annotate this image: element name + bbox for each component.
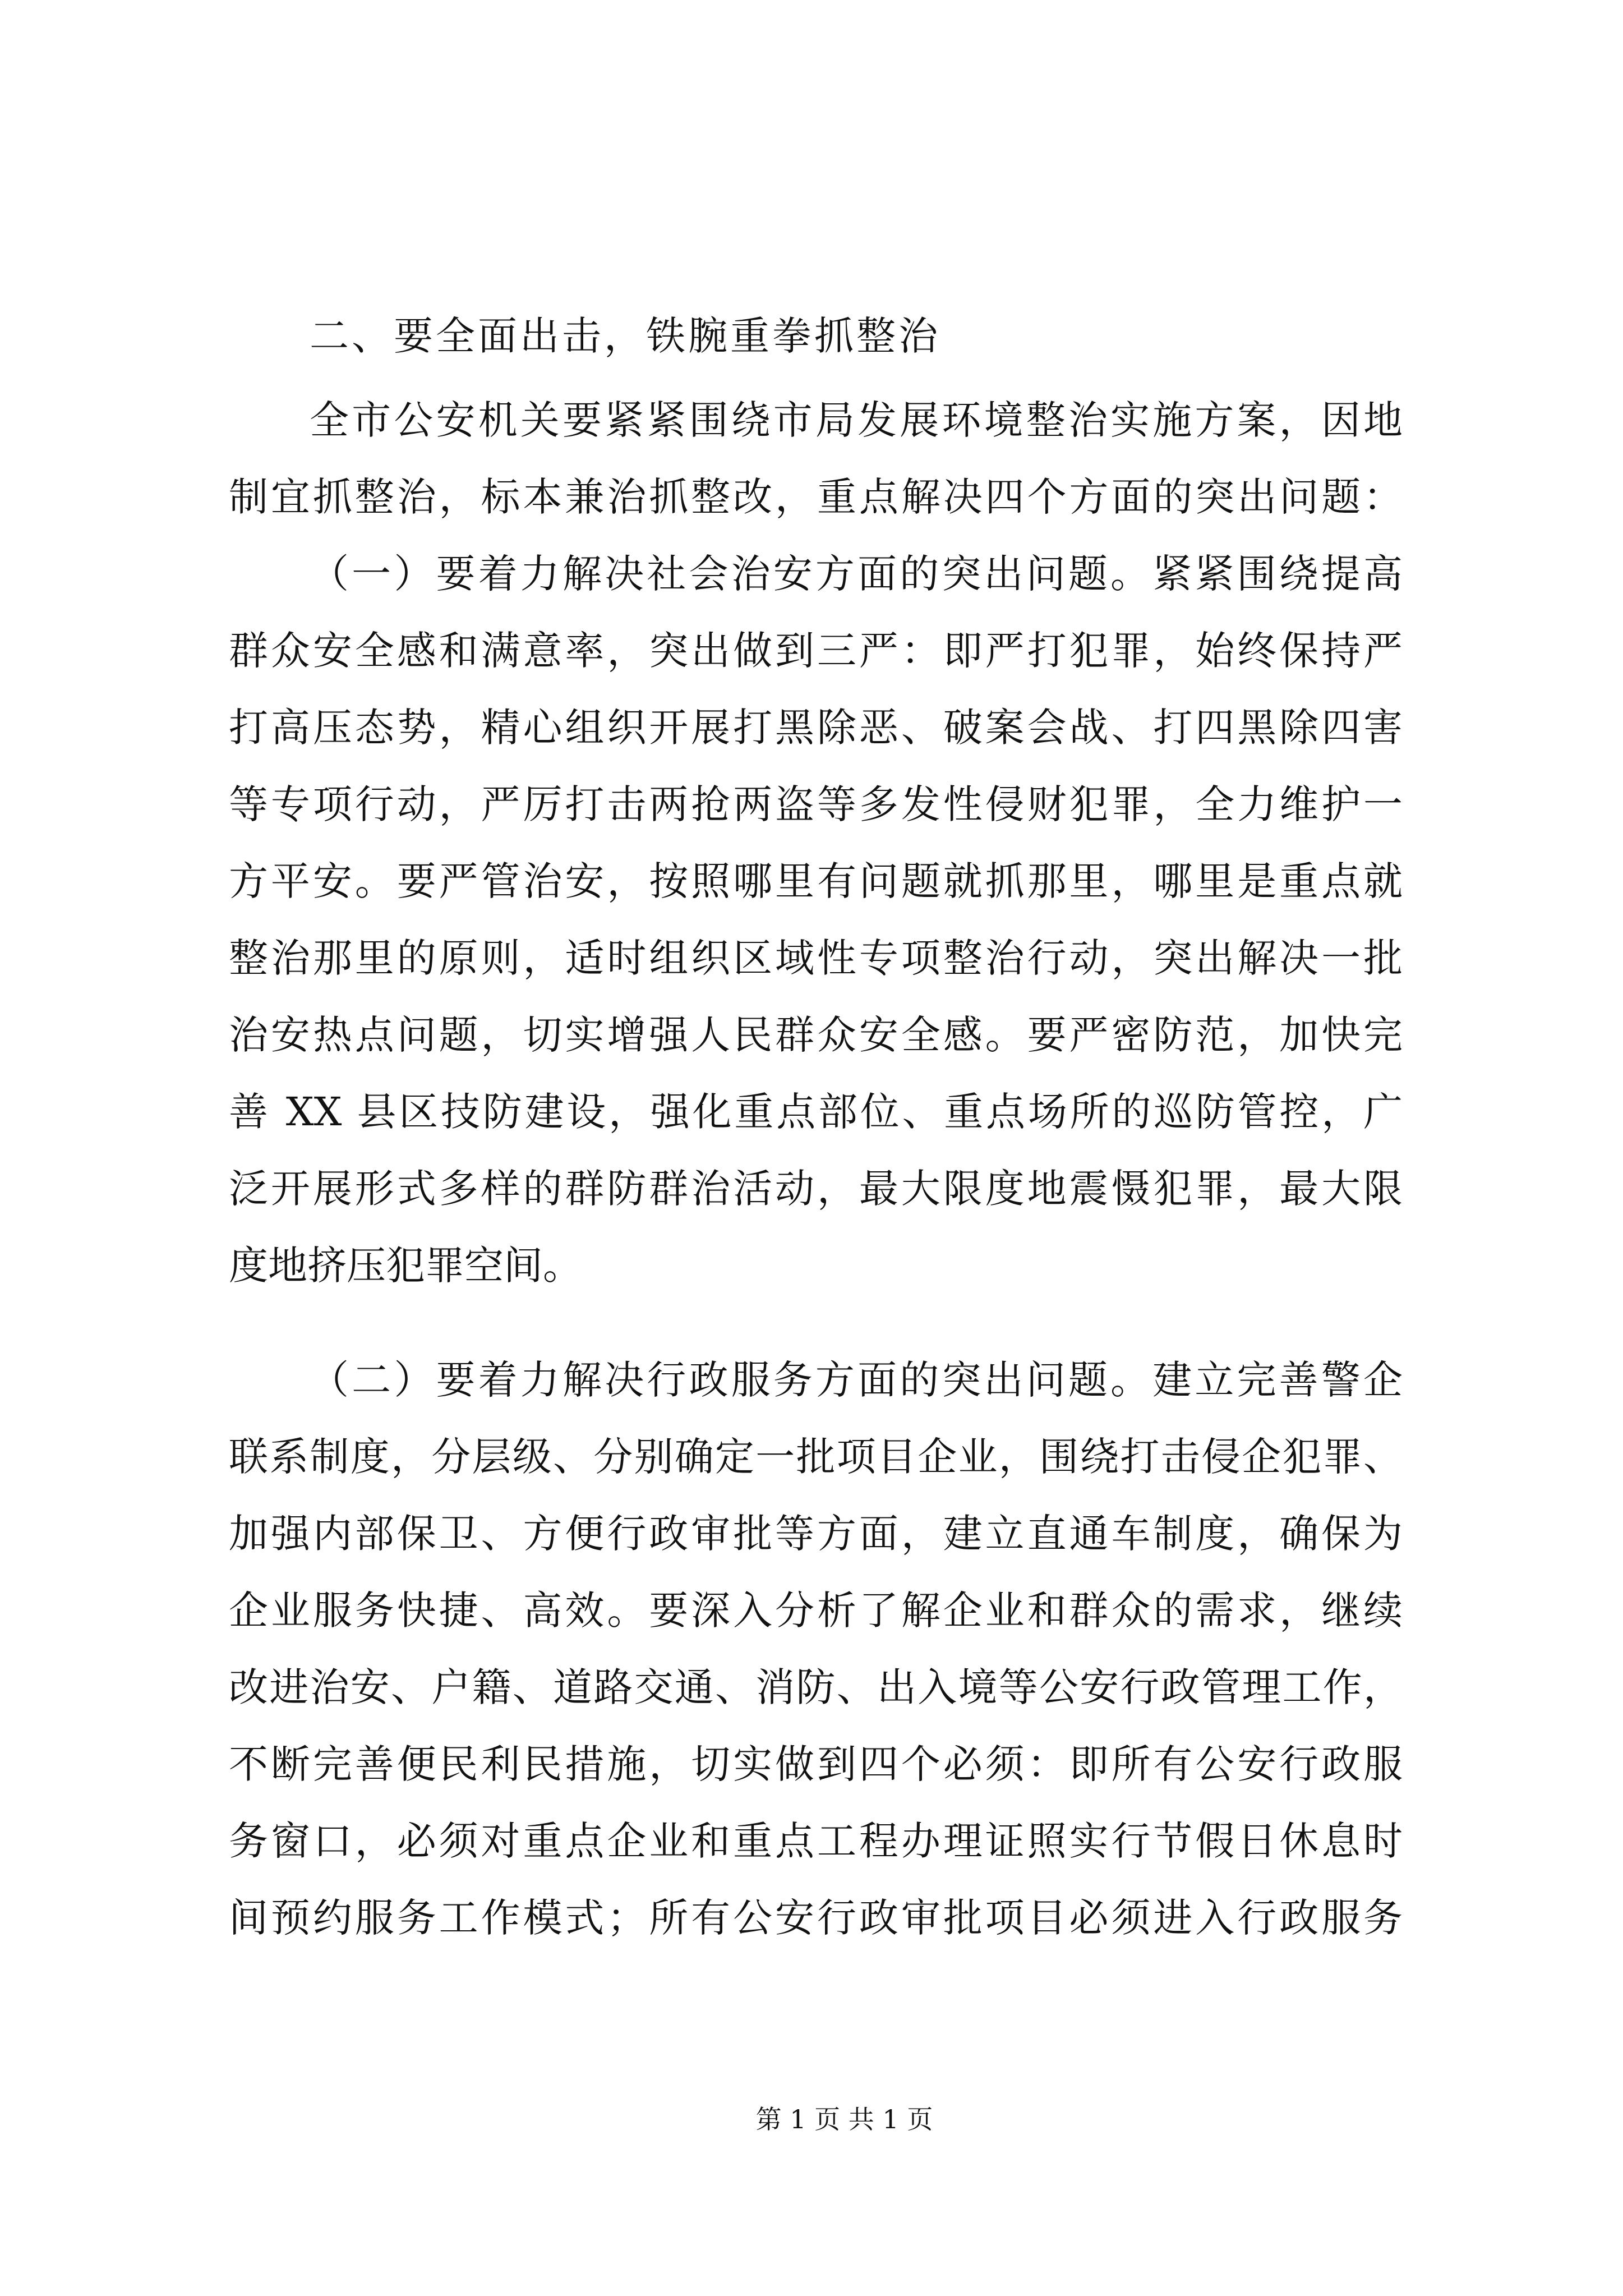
text-line: 方平安。要严管治安，按照哪里有问题就抓那里，哪里是重点就	[229, 858, 1403, 904]
text-line: （一）要着力解决社会治安方面的突出问题。紧紧围绕提高	[310, 551, 1403, 597]
text-line: 打高压态势，精心组织开展打黑除恶、破案会战、打四黑除四害	[229, 705, 1403, 751]
section-heading: 二、要全面出击，铁腕重拳抓整治	[310, 313, 940, 359]
text-line: 联系制度，分层级、分别确定一批项目企业，围绕打击侵企犯罪、	[229, 1434, 1403, 1480]
text-line: 治安热点问题，切实增强人民群众安全感。要严密防范，加快完	[229, 1012, 1403, 1058]
text-line: 泛开展形式多样的群防群治活动，最大限度地震慑犯罪，最大限	[229, 1166, 1403, 1212]
text-line: 加强内部保卫、方便行政审批等方面，建立直通车制度，确保为	[229, 1511, 1403, 1557]
text-line: 度地挤压犯罪空间。	[229, 1243, 582, 1289]
text-line: 间预约服务工作模式；所有公安行政审批项目必须进入行政服务	[229, 1895, 1403, 1941]
text-line: 整治那里的原则，适时组织区域性专项整治行动，突出解决一批	[229, 935, 1403, 981]
text-line: 企业服务快捷、高效。要深入分析了解企业和群众的需求，继续	[229, 1588, 1403, 1634]
text-line: 善 XX 县区技防建设，强化重点部位、重点场所的巡防管控，广	[229, 1089, 1403, 1135]
text-line: 全市公安机关要紧紧围绕市局发展环境整治实施方案，因地	[310, 397, 1403, 443]
text-line: 改进治安、户籍、道路交通、消防、出入境等公安行政管理工作，	[229, 1664, 1403, 1710]
text-line: 务窗口，必须对重点企业和重点工程办理证照实行节假日休息时	[229, 1818, 1403, 1864]
text-line: 群众安全感和满意率，突出做到三严：即严打犯罪，始终保持严	[229, 628, 1403, 674]
text-line: 制宜抓整治，标本兼治抓整改，重点解决四个方面的突出问题：	[229, 474, 1403, 520]
text-line: 等专项行动，严厉打击两抢两盗等多发性侵财犯罪，全力维护一	[229, 781, 1403, 827]
page-number-footer: 第 1 页 共 1 页	[755, 2104, 933, 2134]
text-line: 不断完善便民利民措施，切实做到四个必须：即所有公安行政服	[229, 1741, 1403, 1787]
text-line: （二）要着力解决行政服务方面的突出问题。建立完善警企	[310, 1357, 1403, 1403]
